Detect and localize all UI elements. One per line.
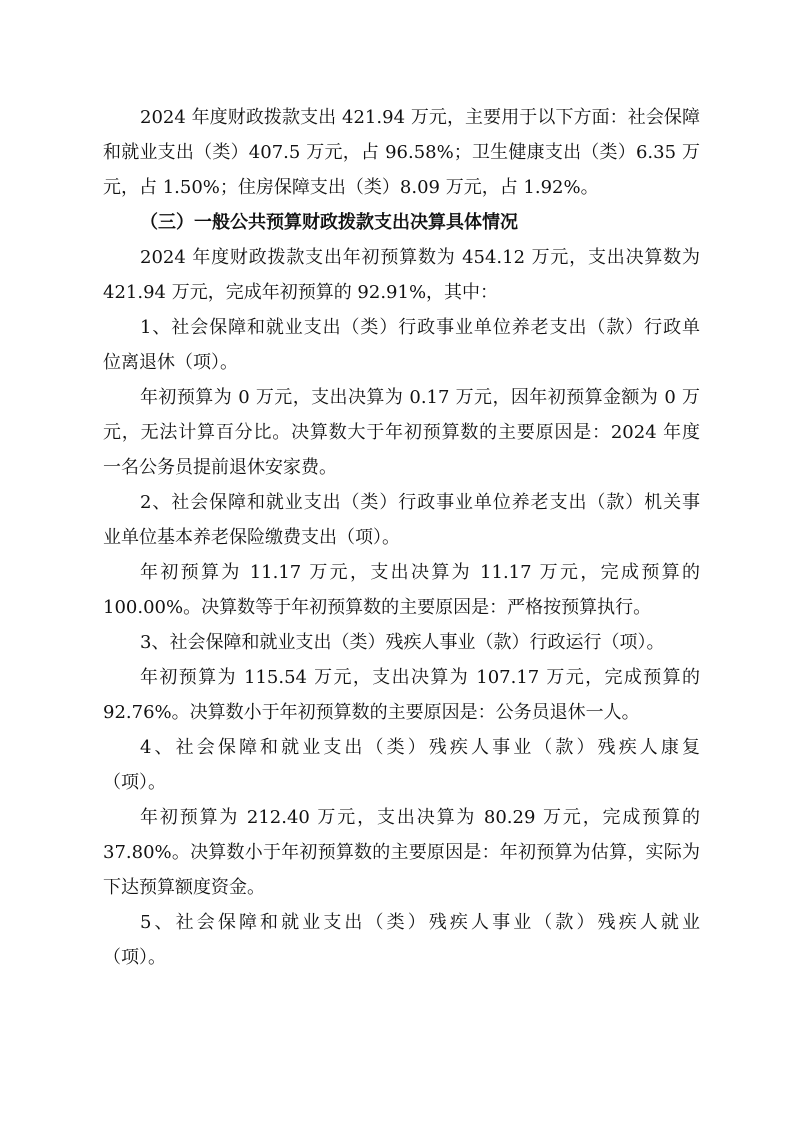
text-line: 年初预算为 0 万元，支出决算为 0.17 万元，因年初预算金额为 0 万 <box>140 387 700 408</box>
text-line: 1、社会保障和就业支出（类）行政事业单位养老支出（款）行政单 <box>140 317 700 338</box>
paragraph <box>103 800 700 905</box>
text-line: 421.94 万元，完成年初预算的 92.91%，其中： <box>103 282 499 303</box>
text-line: 元，占 1.50%；住房保障支出（类）8.09 万元，占 1.92%。 <box>103 177 599 198</box>
text-line: 年初预算为 212.40 万元，支出决算为 80.29 万元，完成预算的 <box>140 807 700 828</box>
document-body <box>103 100 700 975</box>
text-line: 92.76%。决算数小于年初预算数的主要原因是：公务员退休一人。 <box>103 702 640 723</box>
text-line: 下达预算额度资金。 <box>103 877 265 898</box>
text-line: 3、社会保障和就业支出（类）残疾人事业（款）行政运行（项）。 <box>140 632 665 653</box>
text-line: 37.80%。决算数小于年初预算数的主要原因是：年初预算为估算，实际为 <box>103 842 700 863</box>
text-line: （三）一般公共预算财政拨款支出决算具体情况 <box>140 212 518 233</box>
text-line: 一名公务员提前退休安家费。 <box>103 457 337 478</box>
text-line: 年初预算为 115.54 万元，支出决算为 107.17 万元，完成预算的 <box>140 667 700 688</box>
paragraph <box>103 730 700 800</box>
paragraph <box>103 310 700 380</box>
paragraph <box>103 100 700 205</box>
text-line: 2、社会保障和就业支出（类）行政事业单位养老支出（款）机关事 <box>140 492 700 513</box>
text-line: 元，无法计算百分比。决算数大于年初预算数的主要原因是：2024 年度 <box>103 422 700 443</box>
paragraph <box>103 660 700 730</box>
paragraph <box>103 905 700 975</box>
text-line: （项）。 <box>103 947 166 968</box>
paragraph <box>103 380 700 485</box>
paragraph <box>103 625 700 660</box>
paragraph <box>103 555 700 625</box>
text-line: 4、社会保障和就业支出（类）残疾人事业（款）残疾人康复 <box>140 737 700 758</box>
text-line: 2024 年度财政拨款支出年初预算数为 454.12 万元，支出决算数为 <box>140 247 700 268</box>
text-line: 位离退休（项）。 <box>103 352 238 373</box>
text-line: 和就业支出（类）407.5 万元，占 96.58%；卫生健康支出（类）6.35 万 <box>103 142 700 163</box>
text-line: （项）。 <box>103 772 166 793</box>
text-line: 年初预算为 11.17 万元，支出决算为 11.17 万元，完成预算的 <box>140 562 700 583</box>
text-line: 业单位基本养老保险缴费支出（项）。 <box>103 527 400 548</box>
section-heading <box>103 205 700 240</box>
paragraph <box>103 240 700 310</box>
text-line: 100.00%。决算数等于年初预算数的主要原因是：严格按预算执行。 <box>103 597 652 618</box>
text-line: 2024 年度财政拨款支出 421.94 万元，主要用于以下方面：社会保障 <box>140 107 700 128</box>
paragraph <box>103 485 700 555</box>
text-line: 5、社会保障和就业支出（类）残疾人事业（款）残疾人就业 <box>140 912 700 933</box>
